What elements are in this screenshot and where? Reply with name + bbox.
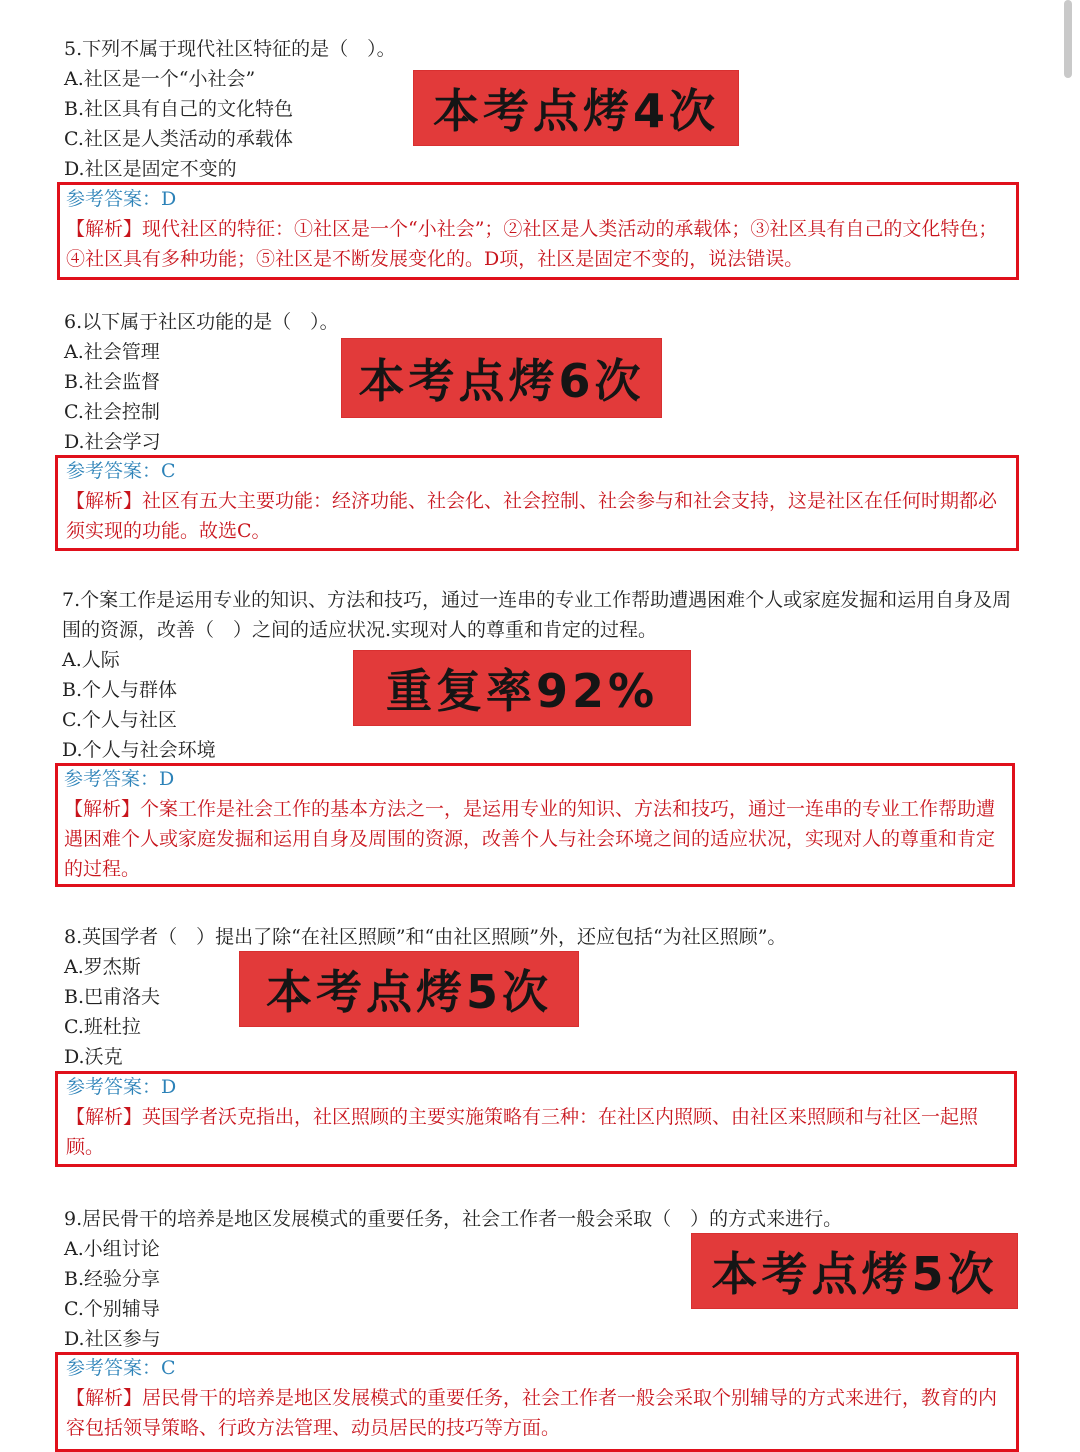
frequency-stamp: 本考点烤5次 xyxy=(239,951,579,1027)
answer-explanation: 【解析】社区有五大主要功能：经济功能、社会化、社会控制、社会参与和社会支持，这是社区在任何时期都必须实现的功能。故选C。 xyxy=(66,490,998,542)
option-a: A.人际 xyxy=(62,649,120,671)
option-c: C.社会控制 xyxy=(64,401,160,423)
answer-label: 参考答案：C xyxy=(66,460,176,482)
question-stem: 5.下列不属于现代社区特征的是（ ）。 xyxy=(64,38,396,60)
question-stem: 9.居民骨干的培养是地区发展模式的重要任务，社会工作者一般会采取（ ）的方式来进行。 xyxy=(64,1208,843,1230)
option-b: B.社会监督 xyxy=(64,371,161,393)
question-stem: 8.英国学者（ ）提出了除“在社区照顾”和“由社区照顾”外，还应包括“为社区照顾”。 xyxy=(64,926,787,948)
answer-explanation: 【解析】居民骨干的培养是地区发展模式的重要任务，社会工作者一般会采取个别辅导的方式来进行，教育的内容包括领导策略、行政方法管理、动员居民的技巧等方面。 xyxy=(66,1387,998,1439)
option-a: A.小组讨论 xyxy=(64,1238,160,1260)
answer-label: 参考答案：D xyxy=(64,768,175,790)
option-b: B.经验分享 xyxy=(64,1268,161,1290)
scrollbar[interactable] xyxy=(1064,0,1072,78)
option-a: A.社区是一个“小社会” xyxy=(64,68,256,90)
option-c: C.班杜拉 xyxy=(64,1016,141,1038)
answer-label: 参考答案：C xyxy=(66,1357,176,1379)
option-d: D.社会学习 xyxy=(64,431,161,453)
option-c: C.社区是人类活动的承载体 xyxy=(64,128,293,150)
option-c: C.个人与社区 xyxy=(62,709,177,731)
answer-explanation: 【解析】英国学者沃克指出，社区照顾的主要实施策略有三种：在社区内照顾、由社区来照顾和与社区一起照顾。 xyxy=(66,1106,979,1158)
option-b: B.社区具有自己的文化特色 xyxy=(64,98,294,120)
answer-label: 参考答案：D xyxy=(66,188,177,210)
option-b: B.个人与群体 xyxy=(62,679,178,701)
frequency-stamp: 本考点烤6次 xyxy=(341,338,662,418)
option-d: D.社区是固定不变的 xyxy=(64,158,237,180)
option-a: A.罗杰斯 xyxy=(64,956,141,978)
answer-explanation: 【解析】个案工作是社会工作的基本方法之一，是运用专业的知识、方法和技巧，通过一连串的专业工作帮助遭遇困难个人或家庭发掘和运用自身及周围的资源，改善个人与社会环境之间的适应状况，实现对人的尊重和肯定的过程。 xyxy=(64,798,996,880)
option-d: D.个人与社会环境 xyxy=(62,739,216,761)
option-c: C.个别辅导 xyxy=(64,1298,160,1320)
option-d: D.社区参与 xyxy=(64,1328,161,1350)
frequency-stamp: 重复率92% xyxy=(353,650,691,726)
option-a: A.社会管理 xyxy=(64,341,160,363)
option-d: D.沃克 xyxy=(64,1046,123,1068)
option-b: B.巴甫洛夫 xyxy=(64,986,161,1008)
question-stem: 6.以下属于社区功能的是（ ）。 xyxy=(64,311,339,333)
answer-explanation: 【解析】现代社区的特征：①社区是一个“小社会”；②社区是人类活动的承载体；③社区具有自己的文化特色；④社区具有多种功能；⑤社区是不断发展变化的。D项，社区是固定不变的，说法错误。 xyxy=(66,218,998,270)
question-stem: 7.个案工作是运用专业的知识、方法和技巧，通过一连串的专业工作帮助遭遇困难个人或家庭发掘和运用自身及周围的资源，改善（ ）之间的适应状况.实现对人的尊重和肯定的过程。 xyxy=(62,589,1012,641)
frequency-stamp: 本考点烤4次 xyxy=(413,70,739,146)
answer-label: 参考答案：D xyxy=(66,1076,177,1098)
frequency-stamp: 本考点烤5次 xyxy=(691,1233,1018,1309)
